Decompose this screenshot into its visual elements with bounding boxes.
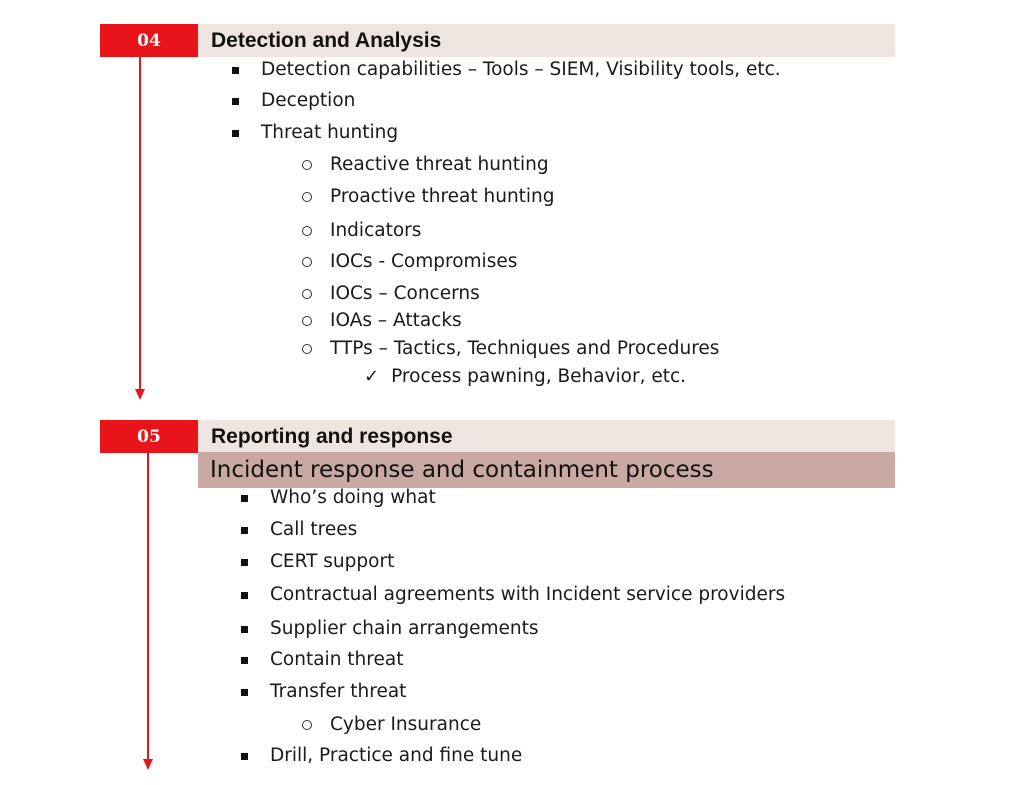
sub-list-item: TTPs – Tactics, Techniques and Procedures bbox=[302, 337, 719, 361]
list-item: Deception bbox=[232, 89, 355, 113]
sub-list-item: Proactive threat hunting bbox=[302, 185, 555, 209]
circle-bullet-icon bbox=[302, 316, 312, 326]
section-number: 04 bbox=[137, 30, 161, 51]
section-subtitle: Incident response and containment process bbox=[210, 457, 714, 483]
section-number-badge bbox=[100, 24, 198, 57]
sub-list-item: Cyber Insurance bbox=[302, 713, 481, 737]
square-bullet-icon bbox=[241, 527, 248, 534]
circle-bullet-icon bbox=[302, 160, 312, 170]
circle-bullet-icon bbox=[302, 226, 312, 236]
sub-list-item: IOCs – Concerns bbox=[302, 282, 480, 306]
sub-list-item: IOCs - Compromises bbox=[302, 250, 517, 274]
list-item: Contain threat bbox=[241, 648, 403, 672]
square-bullet-icon bbox=[241, 753, 248, 760]
sub-list-item: Indicators bbox=[302, 219, 421, 243]
section-header-bar bbox=[198, 24, 895, 57]
section-header-bar bbox=[198, 420, 895, 453]
list-item: CERT support bbox=[241, 550, 394, 574]
section-title: Reporting and response bbox=[211, 424, 453, 448]
list-item: Supplier chain arrangements bbox=[241, 617, 539, 641]
square-bullet-icon bbox=[232, 67, 239, 74]
circle-bullet-icon bbox=[302, 192, 312, 202]
circle-bullet-icon bbox=[302, 257, 312, 267]
checkmark-icon: ✓ bbox=[364, 366, 380, 387]
list-item: Transfer threat bbox=[241, 680, 406, 704]
list-item: Threat hunting bbox=[232, 121, 398, 145]
sub-list-item: Reactive threat hunting bbox=[302, 153, 549, 177]
section-title: Detection and Analysis bbox=[211, 28, 442, 52]
square-bullet-icon bbox=[241, 657, 248, 664]
square-bullet-icon bbox=[241, 559, 248, 566]
square-bullet-icon bbox=[241, 592, 248, 599]
section-number: 05 bbox=[137, 426, 161, 447]
square-bullet-icon bbox=[241, 495, 248, 502]
list-item: Detection capabilities – Tools – SIEM, Visibility tools, etc. bbox=[232, 58, 781, 82]
list-item: Contractual agreements with Incident service providers bbox=[241, 583, 785, 607]
section-subheader-bar bbox=[198, 452, 895, 488]
square-bullet-icon bbox=[232, 98, 239, 105]
square-bullet-icon bbox=[241, 626, 248, 633]
circle-bullet-icon bbox=[302, 720, 312, 730]
timeline-arrow-down-icon bbox=[140, 453, 156, 773]
circle-bullet-icon bbox=[302, 344, 312, 354]
circle-bullet-icon bbox=[302, 289, 312, 299]
section-number-badge bbox=[100, 420, 198, 453]
square-bullet-icon bbox=[232, 130, 239, 137]
sub-list-item: IOAs – Attacks bbox=[302, 309, 462, 333]
check-list-item: ✓ Process pawning, Behavior, etc. bbox=[364, 366, 687, 387]
list-item: Call trees bbox=[241, 518, 357, 542]
timeline-arrow-down-icon bbox=[132, 57, 148, 402]
list-item: Who’s doing what bbox=[241, 486, 436, 510]
list-item: Drill, Practice and fine tune bbox=[241, 744, 522, 768]
square-bullet-icon bbox=[241, 689, 248, 696]
